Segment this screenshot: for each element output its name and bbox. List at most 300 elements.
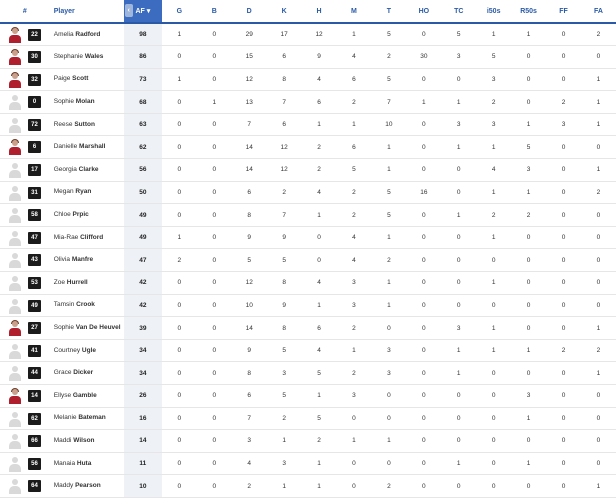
stat-cell-d: 5 (232, 249, 267, 272)
stat-cell-ff: 0 (546, 226, 581, 249)
player-name-cell[interactable] (50, 226, 124, 249)
sort-desc-icon: ▾ (146, 8, 151, 15)
stat-cell-i50s: 1 (476, 272, 511, 295)
stat-cell-ff: 0 (546, 204, 581, 227)
table-row[interactable] (0, 46, 616, 69)
stat-cell-ff: 0 (546, 181, 581, 204)
stat-cell-t: 1 (371, 294, 406, 317)
column-header-t[interactable]: T (371, 0, 406, 23)
stat-cell-i50s: 0 (476, 249, 511, 272)
player-last-name: Huta (76, 459, 92, 467)
table-row[interactable] (0, 136, 616, 159)
stat-cell-tc: 1 (441, 204, 476, 227)
stat-cell-d: 2 (232, 475, 267, 498)
stat-cell-r50s: 0 (511, 46, 546, 69)
player-last-name: Crook (76, 301, 95, 309)
stat-cell-tc: 0 (441, 272, 476, 295)
player-number-cell (0, 23, 50, 46)
af-cell: 98 (124, 23, 162, 46)
stat-cell-fa: 1 (581, 113, 616, 136)
stat-cell-d: 14 (232, 136, 267, 159)
stat-cell-g: 0 (162, 204, 197, 227)
table-row[interactable] (0, 91, 616, 114)
player-name-cell[interactable] (50, 159, 124, 182)
stat-cell-b: 0 (197, 46, 232, 69)
stat-cell-r50s: 1 (511, 181, 546, 204)
stat-cell-i50s: 4 (476, 159, 511, 182)
stat-cell-fa: 0 (581, 430, 616, 453)
player-photo (8, 388, 22, 404)
stat-cell-r50s: 1 (511, 113, 546, 136)
player-number-cell (0, 136, 50, 159)
stat-cell-tc: 5 (441, 23, 476, 46)
guernsey-number: 72 (28, 119, 41, 131)
stat-cell-ff: 0 (546, 68, 581, 91)
player-placeholder-icon (8, 365, 22, 381)
stat-cell-m: 0 (337, 452, 372, 475)
guernsey-number: 31 (28, 187, 41, 199)
table-row[interactable] (0, 294, 616, 317)
column-header-tc[interactable]: TC (441, 0, 476, 23)
stat-cell-b: 0 (197, 430, 232, 453)
stat-cell-ho: 0 (406, 430, 441, 453)
stat-cell-m: 1 (337, 339, 372, 362)
column-header-r50s[interactable]: R50s (511, 0, 546, 23)
stat-cell-fa: 2 (581, 339, 616, 362)
stat-cell-d: 29 (232, 23, 267, 46)
stat-cell-fa: 0 (581, 272, 616, 295)
player-name-cell[interactable] (50, 452, 124, 475)
stat-cell-k: 7 (267, 204, 302, 227)
stat-cell-b: 0 (197, 23, 232, 46)
stat-cell-tc: 0 (441, 385, 476, 408)
stat-cell-ff: 0 (546, 46, 581, 69)
stat-cell-r50s: 3 (511, 159, 546, 182)
stat-cell-b: 0 (197, 294, 232, 317)
player-placeholder-icon (8, 433, 22, 449)
stat-cell-d: 6 (232, 181, 267, 204)
stat-cell-k: 6 (267, 46, 302, 69)
column-header-af[interactable] (124, 0, 162, 23)
table-row[interactable] (0, 226, 616, 249)
table-row[interactable] (0, 113, 616, 136)
stat-cell-g: 1 (162, 226, 197, 249)
player-last-name: Van De Heuvel (75, 324, 121, 332)
table-row[interactable] (0, 475, 616, 498)
player-last-name: Ugle (81, 346, 97, 354)
stat-cell-fa: 0 (581, 204, 616, 227)
stat-cell-g: 0 (162, 181, 197, 204)
table-row[interactable] (0, 272, 616, 295)
af-cell: 42 (124, 272, 162, 295)
stat-cell-b: 0 (197, 226, 232, 249)
player-name-cell[interactable] (50, 68, 124, 91)
stat-cell-h: 4 (302, 68, 337, 91)
stat-cell-d: 9 (232, 226, 267, 249)
stat-cell-fa: 2 (581, 181, 616, 204)
player-number-cell (0, 181, 50, 204)
stat-cell-m: 0 (337, 475, 372, 498)
player-placeholder-icon (8, 298, 22, 314)
stat-cell-ho: 1 (406, 91, 441, 114)
stat-cell-ho: 0 (406, 294, 441, 317)
stat-cell-ff: 2 (546, 91, 581, 114)
stat-cell-m: 3 (337, 385, 372, 408)
af-cell: 26 (124, 385, 162, 408)
stat-cell-k: 5 (267, 339, 302, 362)
stat-cell-ho: 0 (406, 317, 441, 340)
stat-cell-i50s: 0 (476, 452, 511, 475)
stat-cell-ho: 16 (406, 181, 441, 204)
guernsey-number: 44 (28, 367, 41, 379)
table-row[interactable] (0, 159, 616, 182)
player-name-cell[interactable] (50, 91, 124, 114)
af-cell: 16 (124, 407, 162, 430)
stat-cell-tc: 1 (441, 362, 476, 385)
stat-cell-tc: 0 (441, 407, 476, 430)
stat-cell-t: 5 (371, 204, 406, 227)
stat-cell-k: 17 (267, 23, 302, 46)
column-header-d[interactable]: D (232, 0, 267, 23)
guernsey-number: 17 (28, 164, 41, 176)
guernsey-number: 56 (28, 458, 41, 470)
stat-cell-fa: 1 (581, 159, 616, 182)
column-header-i50s[interactable]: i50s (476, 0, 511, 23)
stat-cell-k: 7 (267, 91, 302, 114)
stat-cell-b: 0 (197, 249, 232, 272)
stat-cell-m: 2 (337, 181, 372, 204)
player-last-name: Marshall (79, 143, 106, 151)
player-placeholder-icon (8, 252, 22, 268)
column-header-player[interactable]: Player (50, 0, 124, 23)
player-number-cell (0, 294, 50, 317)
stat-cell-ff: 0 (546, 362, 581, 385)
player-photo (8, 320, 22, 336)
stat-cell-ho: 0 (406, 272, 441, 295)
stat-cell-m: 1 (337, 430, 372, 453)
af-cell: 50 (124, 181, 162, 204)
player-name-cell[interactable] (50, 362, 124, 385)
stat-cell-m: 2 (337, 204, 372, 227)
stat-cell-g: 0 (162, 294, 197, 317)
stat-cell-k: 6 (267, 113, 302, 136)
stat-cell-d: 7 (232, 113, 267, 136)
stat-cell-i50s: 3 (476, 113, 511, 136)
stat-cell-ff: 0 (546, 23, 581, 46)
stat-cell-h: 1 (302, 385, 337, 408)
stat-cell-fa: 0 (581, 407, 616, 430)
stat-cell-b: 0 (197, 159, 232, 182)
stat-cell-t: 0 (371, 452, 406, 475)
player-name-cell[interactable] (50, 475, 124, 498)
af-cell: 10 (124, 475, 162, 498)
player-first-name: Grace (53, 369, 72, 377)
stat-cell-tc: 0 (441, 181, 476, 204)
stat-cell-h: 0 (302, 249, 337, 272)
player-name-cell[interactable] (50, 23, 124, 46)
af-cell: 34 (124, 362, 162, 385)
stat-cell-h: 4 (302, 272, 337, 295)
guernsey-number: 6 (28, 141, 41, 153)
player-name-cell[interactable] (50, 385, 124, 408)
player-name-cell[interactable] (50, 272, 124, 295)
stat-cell-b: 0 (197, 113, 232, 136)
table-row[interactable] (0, 204, 616, 227)
stat-cell-i50s: 5 (476, 46, 511, 69)
stat-cell-k: 8 (267, 272, 302, 295)
stat-cell-ff: 0 (546, 136, 581, 159)
stat-cell-k: 8 (267, 68, 302, 91)
column-header-g[interactable]: G (162, 0, 197, 23)
stat-cell-t: 2 (371, 475, 406, 498)
player-last-name: Dicker (73, 369, 94, 377)
guernsey-number: 66 (28, 435, 41, 447)
stat-cell-ho: 0 (406, 23, 441, 46)
stat-cell-tc: 1 (441, 136, 476, 159)
table-row[interactable] (0, 249, 616, 272)
table-row[interactable] (0, 430, 616, 453)
stat-cell-i50s: 1 (476, 339, 511, 362)
player-number-cell (0, 159, 50, 182)
table-row[interactable] (0, 385, 616, 408)
player-last-name: Clifford (80, 233, 104, 241)
af-cell: 42 (124, 294, 162, 317)
guernsey-number: 41 (28, 345, 41, 357)
stat-cell-t: 5 (371, 68, 406, 91)
stat-cell-fa: 0 (581, 46, 616, 69)
stat-cell-t: 3 (371, 362, 406, 385)
stat-cell-tc: 1 (441, 339, 476, 362)
stat-cell-ff: 0 (546, 249, 581, 272)
stat-cell-d: 14 (232, 159, 267, 182)
stat-cell-ho: 0 (406, 226, 441, 249)
stat-cell-g: 0 (162, 46, 197, 69)
player-first-name: Zoe (53, 278, 65, 286)
stat-cell-t: 1 (371, 226, 406, 249)
stat-cell-ff: 0 (546, 385, 581, 408)
stat-cell-fa: 0 (581, 226, 616, 249)
player-number-cell (0, 272, 50, 295)
stat-cell-ho: 0 (406, 249, 441, 272)
stat-cell-ho: 0 (406, 385, 441, 408)
player-photo (8, 27, 22, 43)
stat-cell-m: 6 (337, 68, 372, 91)
stat-cell-ho: 0 (406, 204, 441, 227)
stat-cell-k: 8 (267, 317, 302, 340)
player-first-name: Georgia (53, 165, 77, 173)
table-row[interactable] (0, 362, 616, 385)
stat-cell-fa: 0 (581, 294, 616, 317)
stat-cell-t: 0 (371, 317, 406, 340)
collapse-columns-icon[interactable]: ‹ (125, 4, 133, 17)
stat-cell-r50s: 1 (511, 407, 546, 430)
stat-cell-k: 5 (267, 385, 302, 408)
af-cell: 49 (124, 226, 162, 249)
table-row[interactable] (0, 181, 616, 204)
player-name-cell[interactable] (50, 407, 124, 430)
player-last-name: Bateman (78, 414, 106, 422)
column-header-h[interactable]: H (302, 0, 337, 23)
stat-cell-r50s: 0 (511, 68, 546, 91)
stat-cell-g: 0 (162, 339, 197, 362)
stat-cell-m: 0 (337, 407, 372, 430)
player-photo (8, 139, 22, 155)
player-first-name: Sophie (53, 324, 74, 332)
column-header-ff[interactable]: FF (546, 0, 581, 23)
player-first-name: Chloe (53, 211, 71, 219)
player-number-cell (0, 430, 50, 453)
player-name-cell[interactable] (50, 249, 124, 272)
stat-cell-tc: 0 (441, 475, 476, 498)
stat-cell-ff: 0 (546, 407, 581, 430)
stat-cell-i50s: 1 (476, 136, 511, 159)
player-name-cell[interactable] (50, 317, 124, 340)
guernsey-number: 27 (28, 322, 41, 334)
player-name-cell[interactable] (50, 430, 124, 453)
stat-cell-k: 5 (267, 249, 302, 272)
stat-cell-k: 3 (267, 452, 302, 475)
stat-cell-r50s: 0 (511, 272, 546, 295)
stat-cell-i50s: 0 (476, 294, 511, 317)
column-header-b[interactable]: B (197, 0, 232, 23)
stat-cell-d: 8 (232, 204, 267, 227)
player-first-name: Maddy (53, 482, 74, 490)
stat-cell-h: 1 (302, 294, 337, 317)
stat-cell-b: 0 (197, 362, 232, 385)
af-cell: 14 (124, 430, 162, 453)
stat-cell-t: 1 (371, 272, 406, 295)
af-cell: 62 (124, 136, 162, 159)
stat-cell-d: 4 (232, 452, 267, 475)
player-last-name: Hurrell (66, 278, 88, 286)
stat-cell-ff: 3 (546, 113, 581, 136)
player-placeholder-icon (8, 185, 22, 201)
player-first-name: Megan (53, 188, 74, 196)
stat-cell-m: 3 (337, 272, 372, 295)
player-placeholder-icon (8, 275, 22, 291)
player-name-cell[interactable] (50, 136, 124, 159)
player-first-name: Sophie (53, 98, 74, 106)
af-cell: 63 (124, 113, 162, 136)
stat-cell-h: 2 (302, 136, 337, 159)
stat-cell-g: 0 (162, 317, 197, 340)
stat-cell-h: 2 (302, 430, 337, 453)
stat-cell-r50s: 0 (511, 475, 546, 498)
player-first-name: Danielle (53, 143, 78, 151)
guernsey-number: 0 (28, 96, 41, 108)
stat-cell-b: 0 (197, 317, 232, 340)
stat-cell-tc: 0 (441, 226, 476, 249)
stat-cell-k: 2 (267, 181, 302, 204)
stat-cell-d: 12 (232, 272, 267, 295)
stat-cell-d: 8 (232, 362, 267, 385)
table-row[interactable] (0, 317, 616, 340)
stat-cell-i50s: 1 (476, 23, 511, 46)
stat-cell-h: 6 (302, 91, 337, 114)
stat-cell-ff: 0 (546, 272, 581, 295)
player-first-name: Tamsin (53, 301, 75, 309)
stat-cell-t: 10 (371, 113, 406, 136)
stat-cell-tc: 1 (441, 91, 476, 114)
stat-cell-g: 0 (162, 362, 197, 385)
stat-cell-m: 4 (337, 226, 372, 249)
table-row[interactable] (0, 23, 616, 46)
player-name-cell[interactable] (50, 113, 124, 136)
column-header-k[interactable]: K (267, 0, 302, 23)
stat-cell-ff: 0 (546, 475, 581, 498)
stat-cell-g: 0 (162, 159, 197, 182)
player-last-name: Pearson (75, 482, 101, 490)
player-placeholder-icon (8, 411, 22, 427)
stat-cell-b: 0 (197, 272, 232, 295)
player-placeholder-icon (8, 230, 22, 246)
stat-cell-b: 0 (197, 339, 232, 362)
stat-cell-g: 1 (162, 23, 197, 46)
stat-cell-b: 0 (197, 136, 232, 159)
stat-cell-ho: 0 (406, 113, 441, 136)
stat-cell-r50s: 0 (511, 430, 546, 453)
stat-cell-g: 0 (162, 452, 197, 475)
guernsey-number: 14 (28, 390, 41, 402)
stat-cell-g: 0 (162, 430, 197, 453)
player-name-cell[interactable] (50, 181, 124, 204)
stat-cell-m: 2 (337, 362, 372, 385)
stat-cell-k: 2 (267, 407, 302, 430)
stat-cell-t: 2 (371, 249, 406, 272)
stat-cell-fa: 1 (581, 475, 616, 498)
guernsey-number: 49 (28, 300, 41, 312)
stat-cell-ho: 30 (406, 46, 441, 69)
stat-cell-fa: 1 (581, 317, 616, 340)
stat-cell-k: 1 (267, 475, 302, 498)
player-first-name: Amelia (53, 30, 74, 38)
player-name-cell[interactable] (50, 339, 124, 362)
stat-cell-t: 5 (371, 181, 406, 204)
stat-cell-i50s: 2 (476, 91, 511, 114)
stat-cell-i50s: 0 (476, 407, 511, 430)
column-header-fa[interactable]: FA (581, 0, 616, 23)
stat-cell-fa: 1 (581, 362, 616, 385)
stat-cell-g: 0 (162, 385, 197, 408)
player-number-cell (0, 113, 50, 136)
column-header-ho[interactable]: HO (406, 0, 441, 23)
table-row[interactable] (0, 339, 616, 362)
stat-cell-r50s: 3 (511, 385, 546, 408)
stat-cell-tc: 0 (441, 430, 476, 453)
stat-cell-tc: 0 (441, 159, 476, 182)
stat-cell-i50s: 0 (476, 385, 511, 408)
stat-cell-h: 5 (302, 407, 337, 430)
player-name-cell[interactable] (50, 294, 124, 317)
af-cell: 56 (124, 159, 162, 182)
stat-cell-ho: 0 (406, 362, 441, 385)
column-header-m[interactable]: M (337, 0, 372, 23)
player-last-name: Manfre (71, 256, 94, 264)
stat-cell-m: 1 (337, 23, 372, 46)
table-row[interactable] (0, 452, 616, 475)
player-name-cell[interactable] (50, 204, 124, 227)
table-row[interactable] (0, 407, 616, 430)
player-number-cell (0, 68, 50, 91)
player-name-cell[interactable] (50, 46, 124, 69)
stat-cell-tc: 0 (441, 294, 476, 317)
table-row[interactable] (0, 68, 616, 91)
af-cell: 73 (124, 68, 162, 91)
stat-cell-t: 0 (371, 385, 406, 408)
player-first-name: Ellyse (53, 391, 72, 399)
column-header-number[interactable]: # (0, 0, 50, 23)
player-last-name: Prpic (72, 211, 89, 219)
